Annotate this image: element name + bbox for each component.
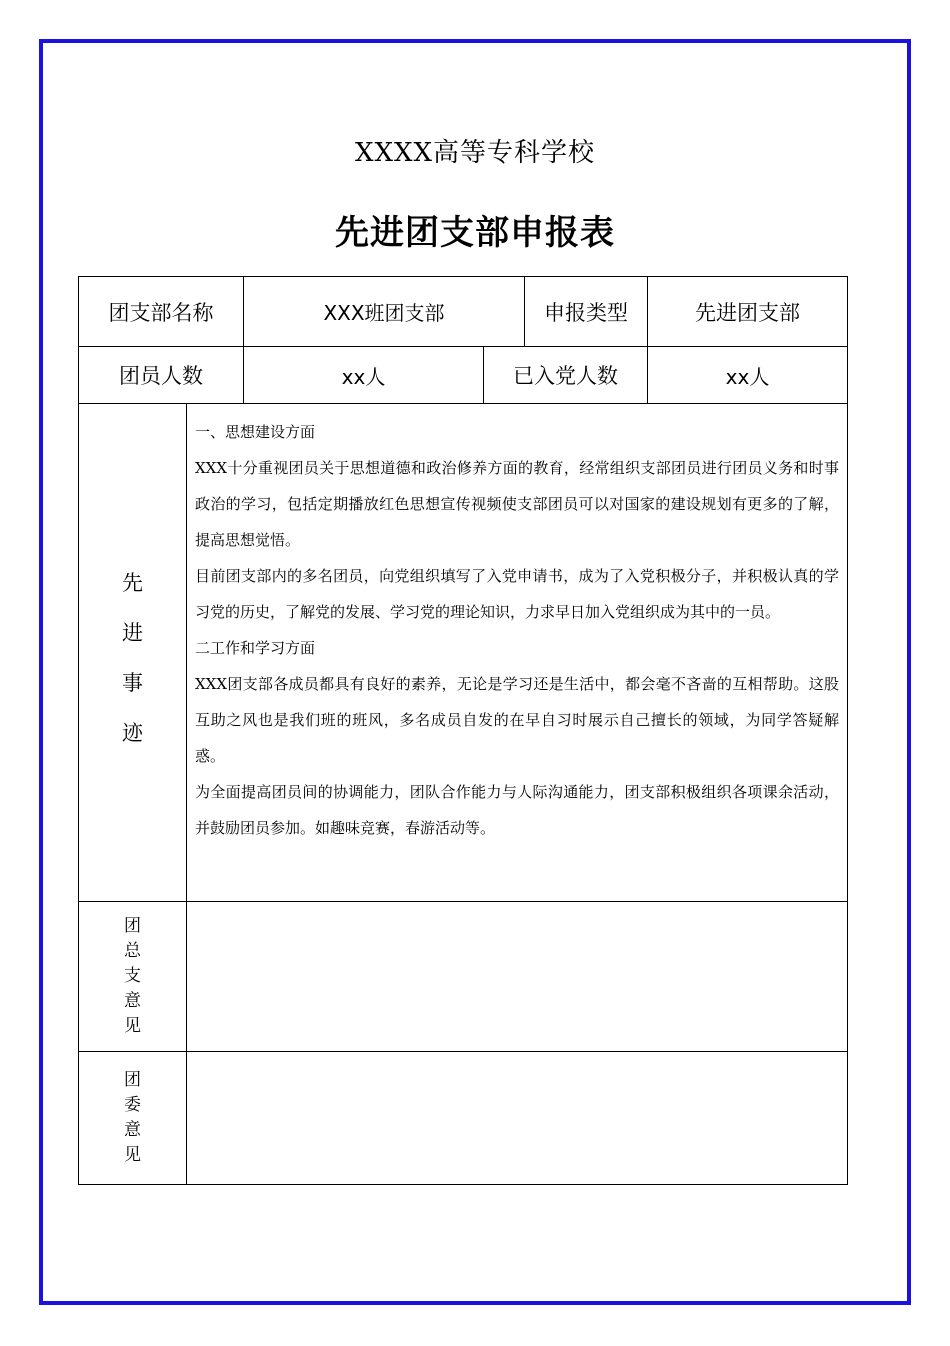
opinion-label-char: 意 (124, 991, 141, 1011)
league-committee-opinion-label (79, 1052, 186, 1184)
deeds-paragraph: 目前团支部内的多名团员，向党组织填写了入党申请书，成为了入党积极分子，并积极认真的学习党的历史，了解党的发展、学习党的理论知识，力求早日加入党组织成为其中的一员。 (195, 567, 839, 621)
form-title: 先进团支部申报表 (335, 213, 615, 253)
general-branch-opinion-label (79, 902, 186, 1051)
member-count-value: xx人 (341, 364, 386, 389)
application-type-value: 先进团支部 (695, 300, 800, 325)
deeds-label-char: 先 (122, 570, 143, 595)
deeds-paragraph: XXX团支部各成员都具有良好的素养，无论是学习还是生活中，都会毫不吝啬的互相帮助。这股互助之风也是我们班的班风，多名成员自发的在早自习时展示自己擅长的领域，为同学答疑解惑。 (195, 675, 839, 765)
deeds-paragraph: XXX十分重视团员关于思想道德和政治修养方面的教育，经常组织支部团员进行团员义务和时事政治的学习，包括定期播放红色思想宣传视频使支部团员可以对国家的建设规划有更多的了解，提高思想觉悟。 (195, 459, 839, 549)
school-name: XXXX高等专科学校 (354, 138, 596, 168)
opinion-label-char: 意 (124, 1120, 141, 1140)
deeds-label-char: 进 (122, 620, 143, 645)
application-type-label: 申报类型 (544, 300, 628, 325)
deeds-label-char: 迹 (122, 720, 143, 745)
member-count-label: 团员人数 (119, 364, 203, 388)
deeds-heading: 一、思想建设方面 (195, 423, 316, 441)
party-member-count-value: xx人 (725, 364, 770, 389)
opinion-label-char: 团 (124, 916, 141, 936)
opinion-label-char: 见 (124, 1145, 141, 1165)
deeds-heading: 二工作和学习方面 (195, 639, 316, 657)
branch-name-value: XXX班团支部 (323, 301, 445, 325)
opinion-label-char: 委 (124, 1095, 141, 1115)
league-committee-opinion-field[interactable] (187, 1052, 847, 1184)
deeds-content (195, 414, 839, 846)
deeds-paragraph: 为全面提高团员间的协调能力，团队合作能力与人际沟通能力，团支部积极组织各项课余活动，并鼓励团员参加。如趣味竞赛，春游活动等。 (195, 783, 839, 837)
branch-name-label: 团支部名称 (108, 300, 214, 325)
deeds-label-char: 事 (122, 670, 143, 695)
opinion-label-char: 见 (124, 1016, 141, 1036)
opinion-label-char: 团 (124, 1070, 141, 1090)
opinion-label-char: 支 (124, 966, 141, 986)
deeds-label (79, 404, 186, 901)
opinion-label-char: 总 (124, 941, 141, 961)
general-branch-opinion-field[interactable] (187, 902, 847, 1051)
party-member-count-label: 已入党人数 (513, 364, 618, 388)
